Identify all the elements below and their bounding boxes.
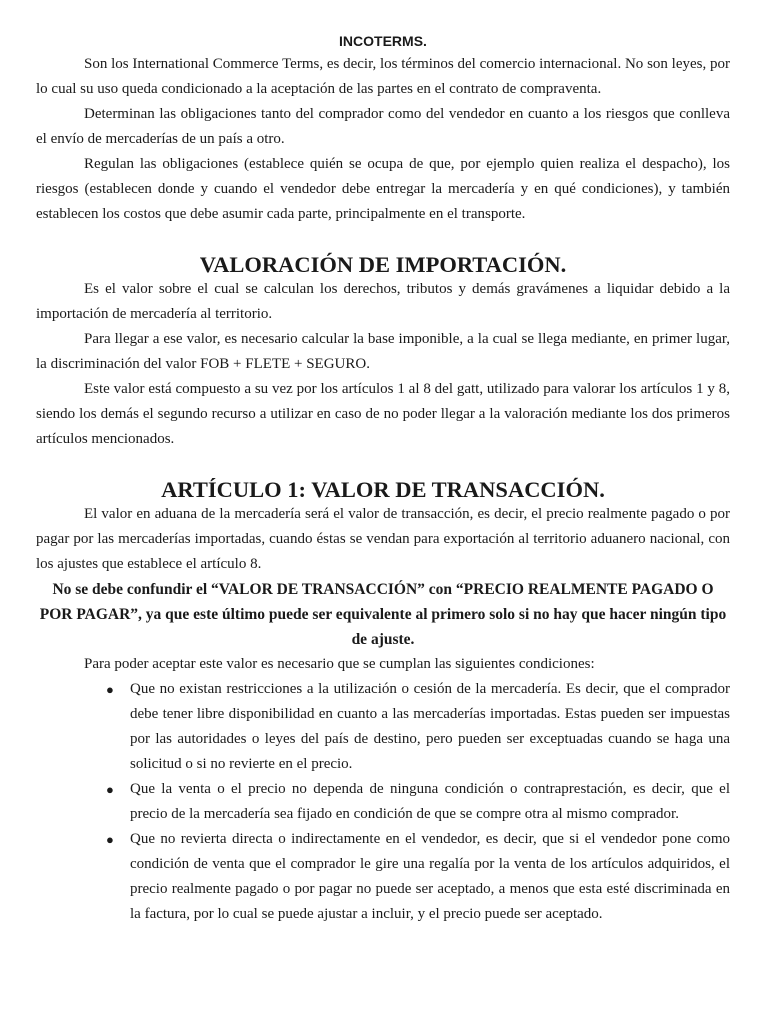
- list-item: [36, 827, 730, 927]
- section-spacer: [36, 227, 730, 252]
- conditions-list: [36, 677, 730, 927]
- conditions-intro: Para poder aceptar este valor es necesario que se cumplan las siguientes condiciones:: [84, 656, 595, 672]
- bullet-icon: ●: [106, 682, 114, 697]
- paragraph: Determinan las obligaciones tanto del comprador como del vendedor en cuanto a los riesgos que conlleva el envío de mercaderías de un país a otro.: [36, 106, 730, 147]
- paragraph: Para llegar a ese valor, es necesario calcular la base imponible, a la cual se llega mediante, en primer lugar, la discriminación del valor FOB + FLETE + SEGURO.: [36, 331, 730, 372]
- section-heading: ARTÍCULO 1: VALOR DE TRANSACCIÓN.: [161, 477, 605, 502]
- incoterms-section: [36, 52, 730, 227]
- list-item-text: Que no existan restricciones a la utilización o cesión de la mercadería. Es decir, que el comprador debe tener libre disponibilidad en cuanto a las mercaderías importadas. Estas pueden ser impuestas por las autoridades o leyes del país de destino, pero pueden ser exceptuadas cuando se haga una solicitud o si no revierte en el precio.: [130, 681, 730, 772]
- bullet-icon: ●: [106, 782, 114, 797]
- warning-note: No se debe confundir el “VALOR DE TRANSACCIÓN” con “PRECIO REALMENTE PAGADO O POR PAGAR”, ya que este último puede ser equivalente al primero solo si no hay que hacer ningún tipo de ajuste.: [39, 581, 727, 648]
- articulo-1-section: [36, 477, 730, 927]
- bullet-icon: ●: [106, 832, 114, 847]
- document-title: INCOTERMS.: [339, 33, 427, 49]
- list-item: [36, 777, 730, 827]
- paragraph: Este valor está compuesto a su vez por los artículos 1 al 8 del gatt, utilizado para valorar los artículos 1 y 8, siendo los demás el segundo recurso a utilizar en caso de no poder llegar a la valoración mediante los dos primeros artículos mencionados.: [36, 381, 730, 447]
- valoracion-section: [36, 252, 730, 452]
- paragraph: El valor en aduana de la mercadería será el valor de transacción, es decir, el precio realmente pagado o por pagar por las mercaderías importadas, cuando éstas se vendan para exportación al territorio aduanero nacional, con los ajustes que establece el artículo 8.: [36, 506, 730, 572]
- section-spacer: [36, 452, 730, 477]
- section-heading: VALORACIÓN DE IMPORTACIÓN.: [199, 252, 567, 277]
- paragraph: Es el valor sobre el cual se calculan los derechos, tributos y demás gravámenes a liquidar debido a la importación de mercadería al territorio.: [36, 281, 730, 322]
- document-page: [36, 30, 730, 927]
- paragraph: Son los International Commerce Terms, es decir, los términos del comercio internacional. No son leyes, por lo cual su uso queda condicionado a la aceptación de las partes en el contrato de compraventa.: [36, 56, 730, 97]
- list-item-text: Que no revierta directa o indirectamente en el vendedor, es decir, que si el vendedor pone como condición de venta que el comprador le gire una regalía por la venta de los artículos adquiridos, el precio realmente pagado o por pagar no puede ser aceptado, a menos que esta esté discriminada en la factura, por lo cual se puede ajustar a incluir, y el precio puede ser aceptado.: [130, 831, 730, 922]
- list-item-text: Que la venta o el precio no dependa de ninguna condición o contraprestación, es decir, que el precio de la mercadería sea fijado en condición de que se compre otra al mismo comprador.: [130, 781, 730, 822]
- paragraph: Regulan las obligaciones (establece quién se ocupa de que, por ejemplo quien realiza el despacho), los riesgos (establecen donde y cuando el vendedor debe entregar la mercadería y en qué condiciones), y también establecen los costos que debe asumir cada parte, principalmente en el transporte.: [36, 156, 730, 222]
- list-item: [36, 677, 730, 777]
